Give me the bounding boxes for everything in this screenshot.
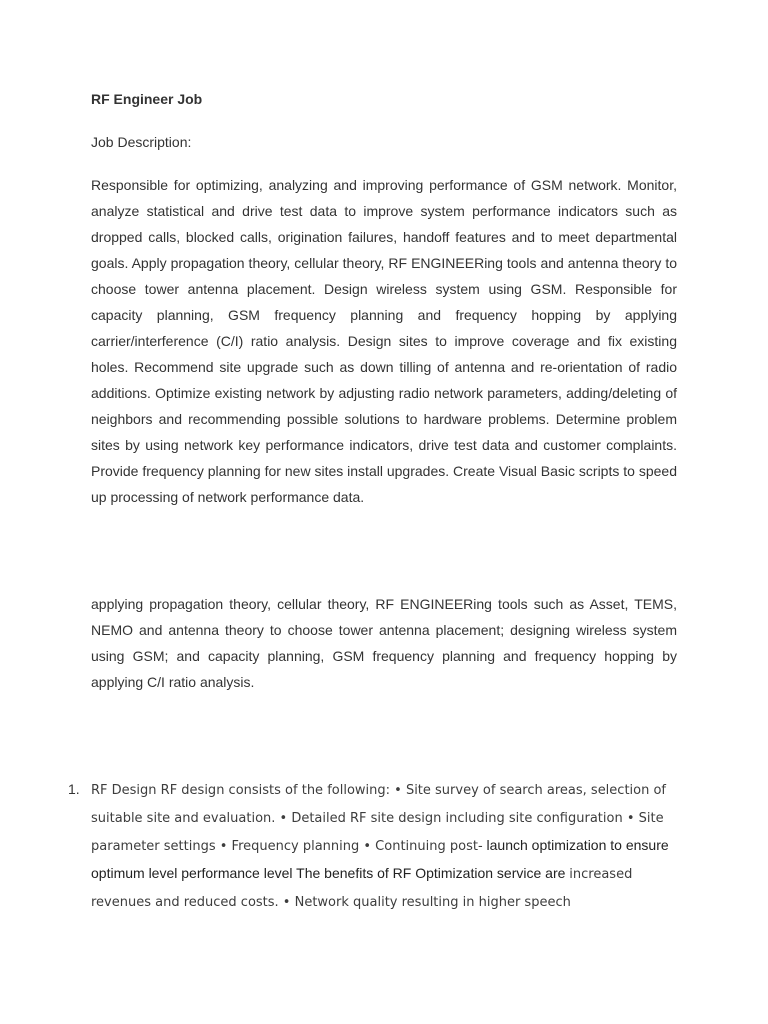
list-number: 1.	[68, 781, 80, 797]
list-item-text-part1: RF Design RF design consists of the following: • Site survey of search areas, selection of suitable site and evaluation. • Detailed RF site design including site configuration • Site parameter settings • Frequency planning • Continuing post-	[91, 783, 667, 854]
numbered-list	[68, 776, 678, 916]
list-item-text-part3: increased revenues and reduced costs. • Network quality resulting in higher speech	[91, 867, 633, 910]
skills-paragraph: applying propagation theory, cellular theory, RF ENGINEERing tools such as Asset, TEMS, NEMO and antenna theory to choose tower antenna placement; designing wireless system using GSM; and capacity planning, GSM frequency planning and frequency hopping by applying C/I ratio analysis.	[91, 596, 677, 690]
job-description-paragraph: Responsible for optimizing, analyzing and improving performance of GSM network. Monitor, analyze statistical and drive test data to improve system performance indicators such as dropped calls, blocked calls, origination failures, handoff features and to meet departmental goals. Apply propagation theory, cellular theory, RF ENGINEERing tools and antenna theory to choose tower antenna placement. Design wireless system using GSM. Responsible for capacity planning, GSM frequency planning and frequency hopping by applying carrier/interference (C/I) ratio analysis. Design sites to improve coverage and fix existing holes. Recommend site upgrade such as down tilling of antenna and re-orientation of radio additions. Optimize existing network by adjusting radio network parameters, adding/deleting of neighbors and recommending possible solutions to hardware problems. Determine problem sites by using network key performance indicators, drive test data and customer complaints. Provide frequency planning for new sites install upgrades. Create Visual Basic scripts to speed up processing of network performance data.	[91, 177, 677, 505]
document-title: RF Engineer Job	[91, 91, 203, 107]
list-item	[68, 776, 678, 916]
job-description-heading: Job Description:	[91, 134, 192, 150]
list-item-text-part2: launch optimization to ensure optimum level performance level The benefits of RF Optimization service are	[91, 837, 669, 881]
